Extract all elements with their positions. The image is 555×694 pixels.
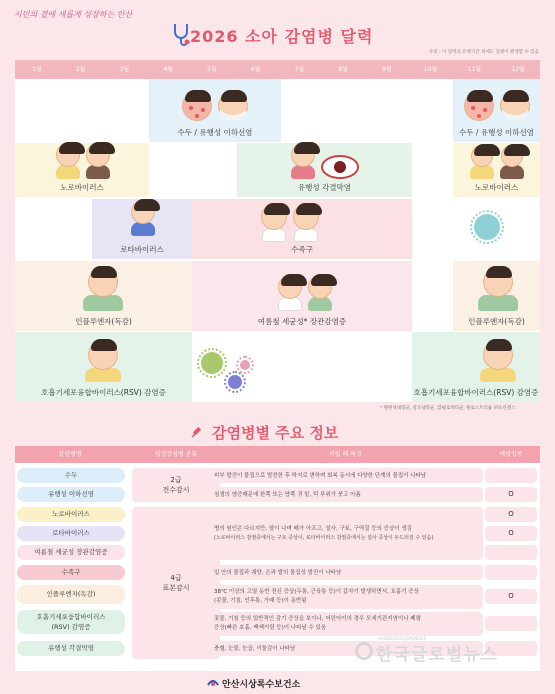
- month-label: 5월: [207, 66, 217, 73]
- month-label: 9월: [382, 66, 392, 73]
- rsv-illustration: [55, 334, 150, 382]
- conjunctivitis-illustration: [250, 145, 400, 179]
- enteric-illustration: [255, 263, 355, 311]
- bar-label: 수족구: [291, 245, 313, 254]
- infection-calendar: [15, 60, 540, 402]
- feature-text: 병의 원인은 다르지만, 열이 나며 배가 아프고, 설사, 구토, 구역질 등의 증상이 생김: [214, 526, 412, 532]
- feature-text: 증상(빠른 호흡, 쌕쌕거림 등)이 나타날 수 있음: [214, 625, 327, 631]
- vaccine-cell: [485, 616, 537, 631]
- virus-icon: [228, 375, 242, 389]
- bar-label: 인플루엔자(독감): [468, 317, 525, 326]
- feature-text: 충혈, 눈물, 눈곱, 이물감이 나타남: [214, 646, 296, 652]
- bar-label: 호흡기세포융합바이러스(RSV) 감염증: [41, 388, 166, 397]
- virus-icon: [474, 214, 500, 240]
- header-vaccine: 예방접종: [499, 451, 523, 458]
- classification-grade2: 2급 전수감시: [132, 468, 220, 502]
- city-slogan: 시민의 곁에 새롭게 성장하는 안산: [14, 10, 133, 19]
- month-label: 1월: [32, 66, 42, 73]
- influenza-illustration: [465, 263, 530, 311]
- footnote: * 병원성대장균, 살모넬라균, 캄필로박터균, 클로스트리듐 퍼프린젠스: [380, 406, 516, 411]
- feature-text: (콧물, 기침, 인후통, 가래 등)이 동반됨: [214, 598, 307, 604]
- swollen-cheek-child-icon: [218, 91, 248, 121]
- disease-name: 여름철 세균성 장관감염증: [17, 545, 125, 560]
- child-icon: [308, 275, 332, 299]
- disease-info-table: [15, 446, 540, 671]
- chickenpox-illustration: [160, 81, 270, 121]
- sick-child-icon: [464, 91, 494, 121]
- health-center-logo-icon: [207, 676, 219, 688]
- sick-child-icon: [182, 91, 212, 121]
- feature-text: 침샘의 염증때문에 한쪽 또는 양쪽 귀 밑, 턱 부위가 붓고 아픔: [214, 492, 361, 498]
- vaccine-mark: O: [485, 589, 537, 604]
- feature-text: 38℃ 이상의 고열 동반 전신 증상(두통, 근육통 등)이 갑자기 발생하면서, 호흡기 증상: [214, 589, 419, 595]
- watermark: 한국글로벌뉴스: [376, 645, 498, 665]
- child-icon: [131, 200, 155, 224]
- chickenpox-illustration: [455, 81, 539, 121]
- child-icon: [56, 143, 80, 167]
- bar-label: 수두 / 유행성 이하선염: [459, 128, 534, 137]
- watermark-english: HANKOOKGLOBALNEWS: [378, 636, 427, 641]
- month-label: 3월: [119, 66, 130, 73]
- organization-name: 안산시상록수보건소: [222, 680, 301, 690]
- watermark-logo-icon: [355, 642, 373, 660]
- child-icon: [88, 340, 118, 370]
- month-label: 7월: [294, 66, 305, 73]
- disease-name: 로타바이러스: [17, 526, 125, 541]
- month-label: 2월: [75, 66, 86, 73]
- bar-label: 호흡기세포융합바이러스(RSV) 감염증: [413, 388, 539, 397]
- vaccine-mark: O: [485, 507, 537, 522]
- header-features: 이럴 때 특징: [329, 451, 362, 458]
- table-header: [15, 446, 540, 463]
- feature-text: 콧물, 기침 등의 일반적인 감기 증상을 보이나, 어린아이의 경우 모세기관지염이나 폐렴: [214, 616, 421, 622]
- norovirus-illustration: [457, 145, 537, 179]
- header-classification: 법정감염병 분류: [154, 451, 198, 458]
- month-header: [15, 60, 540, 79]
- child-icon: [291, 143, 315, 167]
- child-icon: [483, 340, 513, 370]
- bar-label: 수두 / 유행성 이하선염: [177, 128, 253, 137]
- child-icon: [293, 204, 319, 230]
- rsv-illustration: [460, 334, 535, 382]
- influenza-illustration: [55, 263, 150, 311]
- child-icon: [88, 267, 118, 297]
- bar-label: 여름철 세균성* 장관감염증: [257, 317, 347, 326]
- bar-label: 노로바이러스: [474, 183, 519, 192]
- child-icon: [261, 204, 287, 230]
- disease-name: 수족구: [17, 565, 125, 580]
- feature-text: 피부 발진이 물집으로 발전한 후 딱지로 변하며 회복 동시에 다양한 단계의 물집이 나타남: [214, 473, 427, 479]
- disease-name: 호흡기세포융합바이러스 (RSV) 감염증: [17, 610, 125, 634]
- stethoscope-icon: [172, 22, 190, 46]
- bar-label: 노로바이러스: [60, 183, 104, 192]
- month-label: 8월: [338, 66, 348, 73]
- vaccine-mark: O: [485, 526, 537, 541]
- vaccine-cell: [485, 565, 537, 580]
- bar-label: 로타바이러스: [120, 245, 164, 254]
- bar-label: 인플루엔자(독감): [75, 317, 132, 326]
- month-label: 11월: [467, 66, 482, 73]
- disease-name: 유행성 각결막염: [17, 641, 125, 656]
- child-icon: [501, 145, 523, 167]
- child-icon: [278, 275, 302, 299]
- month-label: 10월: [423, 66, 438, 73]
- vaccine-mark: O: [485, 487, 537, 502]
- month-label: 6월: [250, 66, 261, 73]
- swollen-cheek-child-icon: [500, 91, 530, 121]
- feature-text: 입 안의 물집과 궤양, 손과 발의 물집성 발진이 나타남: [214, 570, 342, 576]
- red-eye-icon: [321, 155, 359, 179]
- classification-grade4: 4급 표본감시: [132, 507, 220, 659]
- virus-icon: [240, 360, 250, 370]
- disease-name: 유행성 이하선염: [17, 487, 125, 502]
- header-disease: 감염병명: [58, 451, 82, 458]
- month-label: 4월: [163, 66, 173, 73]
- disease-name: 인플루엔자(독감): [17, 585, 125, 604]
- bar-label: 유행성 각결막염: [297, 183, 352, 192]
- vaccine-cell: [485, 468, 537, 483]
- section-title: 감염병별 주요 정보: [212, 424, 339, 442]
- hfmd-illustration: [215, 200, 365, 242]
- child-icon: [483, 267, 513, 297]
- norovirus-illustration: [20, 145, 145, 179]
- month-label: 12월: [511, 66, 525, 73]
- disease-name: 노로바이러스: [17, 507, 125, 522]
- vaccine-cell: [485, 545, 537, 560]
- syringe-icon: [190, 425, 204, 439]
- calendar-note: 주의 : 이 달력의 유행기간 외에도 질병이 발생할 수 있음: [428, 50, 539, 55]
- virus-icon: [201, 352, 223, 374]
- page-title: 2026 소아 감염병 달력: [190, 27, 374, 46]
- child-icon: [86, 143, 110, 167]
- rotavirus-illustration: [105, 200, 180, 236]
- disease-name: 수두: [17, 468, 125, 483]
- feature-text: (노로바이러스 감염증에서는 구토 증상이, 로타바이러스 감염증에서는 설사 증상이 두드러질 수 있음): [214, 535, 434, 541]
- child-icon: [471, 145, 493, 167]
